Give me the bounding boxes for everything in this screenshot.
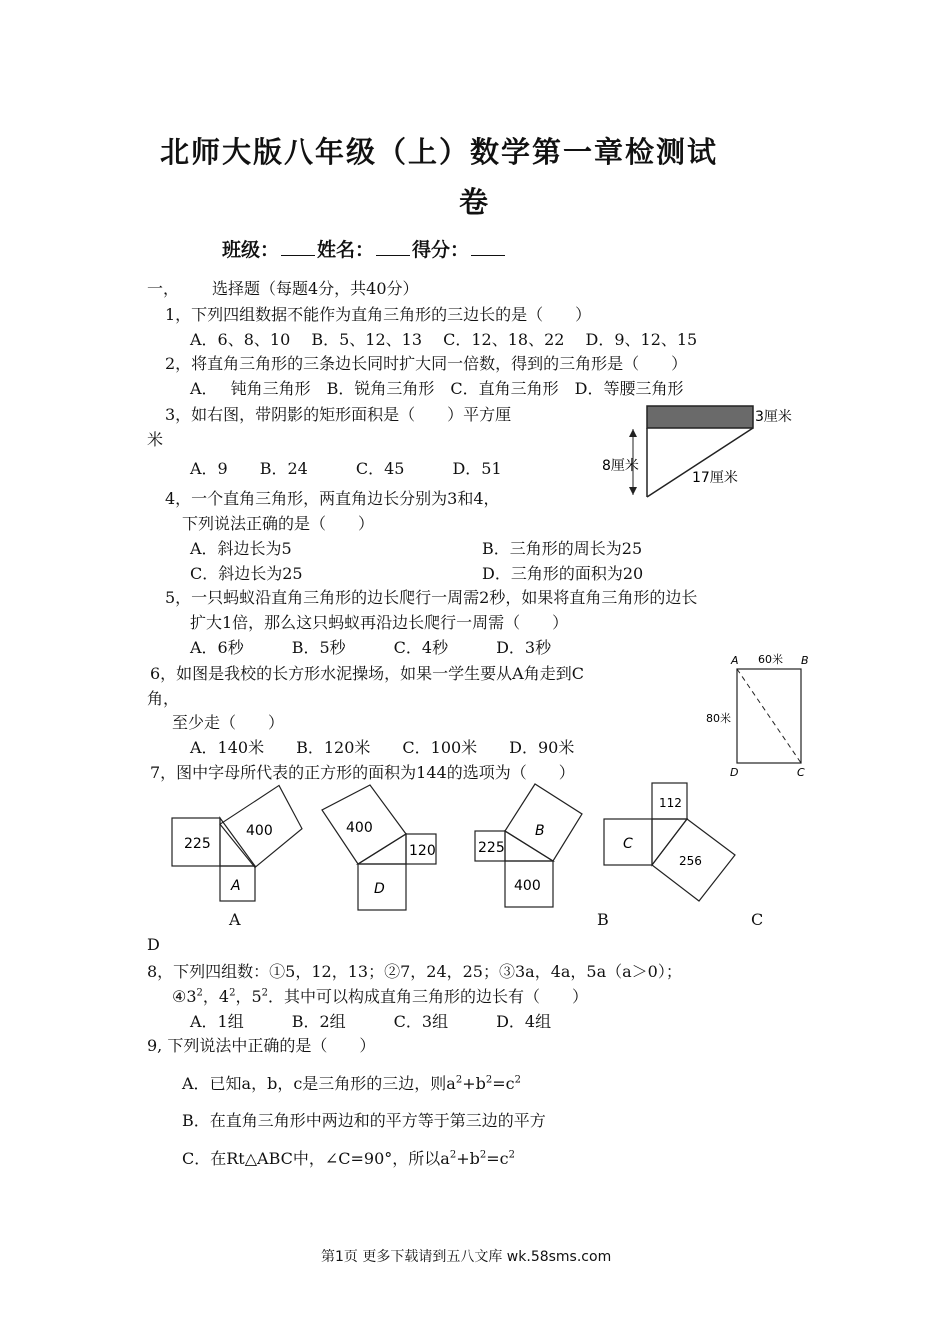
label-225: 225 — [184, 836, 211, 852]
q8-stem-a: 8，下列四组数：①5，12，13；②7，24，25；③3a，4a，5a（a＞0）； — [147, 962, 682, 981]
name-label: 姓名： — [317, 239, 375, 261]
right-triangle — [358, 834, 406, 864]
corner-c: C — [797, 766, 805, 779]
class-blank[interactable] — [281, 239, 315, 256]
label-3cm: 3厘米 — [755, 409, 792, 425]
corner-b: B — [801, 654, 809, 667]
q7-label-b: B — [597, 910, 609, 929]
corner-a: A — [731, 654, 739, 667]
q4-option-b: B．三角形的周长为25 — [482, 539, 643, 558]
q3-options: A．9 B．24 C．45 D．51 — [190, 459, 502, 478]
q7-figure-c — [604, 783, 735, 901]
label-256: 256 — [679, 854, 702, 868]
q7-label-c: C — [751, 910, 764, 929]
label-a: A — [231, 878, 241, 894]
student-info-line — [222, 235, 507, 262]
q4-option-d: D．三角形的面积为20 — [482, 564, 644, 583]
diagonal-path — [737, 669, 801, 763]
label-120: 120 — [409, 843, 436, 859]
q2-options: A． 钝角三角形 B．锐角三角形 C．直角三角形 D．等腰三角形 — [190, 379, 684, 398]
section-number: 一， — [147, 279, 180, 298]
label-400: 400 — [346, 820, 373, 836]
section-title: 选择题（每题4分，共40分） — [212, 279, 419, 298]
q7-figure-d — [322, 785, 436, 910]
label-60m: 60米 — [758, 653, 783, 666]
shaded-rectangle — [647, 406, 753, 428]
label-17cm: 17厘米 — [692, 470, 738, 486]
q7-figures — [168, 780, 748, 915]
label-112: 112 — [659, 796, 682, 810]
q9-option-b: B．在直角三角形中两边和的平方等于第三边的平方 — [182, 1111, 546, 1130]
q6-stem-b: 角， — [147, 689, 180, 708]
label-80m: 80米 — [706, 712, 731, 725]
name-blank[interactable] — [376, 239, 410, 256]
score-label: 得分： — [412, 239, 470, 261]
label-b: B — [535, 823, 545, 839]
q9-option-c: C．在Rt△ABC中，∠C=90°，所以$a^2+b^2=c^2$ — [182, 1149, 515, 1168]
q7-figure-b — [475, 784, 582, 907]
q3-stem-b: 米 — [147, 430, 164, 449]
q6-stem-a: 6，如图是我校的长方形水泥操场，如果一学生要从A角走到C — [150, 664, 584, 683]
q6-options: A．140米 B．120米 C．100米 D．90米 — [190, 738, 575, 757]
q4-stem-b: 下列说法正确的是（ ） — [182, 514, 375, 533]
label-8cm: 8厘米 — [602, 458, 639, 474]
class-label: 班级： — [222, 239, 280, 261]
q2-stem: 2，将直角三角形的三条边长同时扩大同一倍数，得到的三角形是（ ） — [165, 354, 688, 373]
q6-stem-c: 至少走（ ） — [172, 713, 285, 732]
page-footer: 第1页 更多下载请到五八文库 wk.58sms.com — [321, 1249, 612, 1265]
q4-option-a: A．斜边长为5 — [190, 539, 292, 558]
label-225: 225 — [478, 840, 505, 856]
q7-figure-a — [172, 786, 302, 902]
q1-stem: 1，下列四组数据不能作为直角三角形的三边长的是（ ） — [165, 305, 592, 324]
q5-options: A．6秒 B．5秒 C．4秒 D．3秒 — [190, 638, 552, 657]
arrow-up-icon — [629, 429, 637, 437]
q3-stem-a: 3，如右图，带阴影的矩形面积是（ ）平方厘 — [165, 405, 512, 424]
arrow-down-icon — [629, 487, 637, 495]
q7-label-d: D — [147, 935, 160, 954]
q8-stem-b: $④3^2$，$4^2$，$5^2$．其中可以构成直角三角形的边长有（ ） — [172, 987, 589, 1006]
q6-figure — [700, 648, 815, 780]
label-d: D — [374, 881, 385, 897]
page-title-line2: 卷 — [459, 185, 491, 219]
page-title-line1: 北师大版八年级（上）数学第一章检测试 — [160, 135, 719, 169]
q5-stem-a: 5，一只蚂蚁沿直角三角形的边长爬行一周需2秒，如果将直角三角形的边长 — [165, 588, 698, 607]
q9-stem: 9, 下列说法中正确的是（ ） — [147, 1036, 376, 1055]
q7-stem: 7，图中字母所代表的正方形的面积为144的选项为（ ） — [150, 763, 575, 782]
q4-stem-a: 4，一个直角三角形，两直角边长分别为3和4， — [165, 489, 500, 508]
q1-options: A．6、8、10 B．5、12、13 C．12、18、22 D．9、12、15 — [190, 330, 698, 349]
triangle-hypotenuse — [647, 428, 753, 497]
label-400: 400 — [246, 823, 273, 839]
q5-stem-b: 扩大1倍，那么这只蚂蚁再沿边长爬行一周需（ ） — [190, 613, 569, 632]
score-blank[interactable] — [471, 239, 505, 256]
q8-options: A．1组 B．2组 C．3组 D．4组 — [190, 1012, 552, 1031]
corner-d: D — [730, 766, 739, 779]
q3-figure — [600, 398, 810, 502]
q9-option-a: A．已知a，b，c是三角形的三边，则$a^2+b^2=c^2$ — [182, 1074, 521, 1093]
q4-option-c: C．斜边长为25 — [190, 564, 303, 583]
label-c: C — [623, 836, 633, 852]
label-400: 400 — [514, 878, 541, 894]
q7-label-a: A — [229, 910, 241, 929]
